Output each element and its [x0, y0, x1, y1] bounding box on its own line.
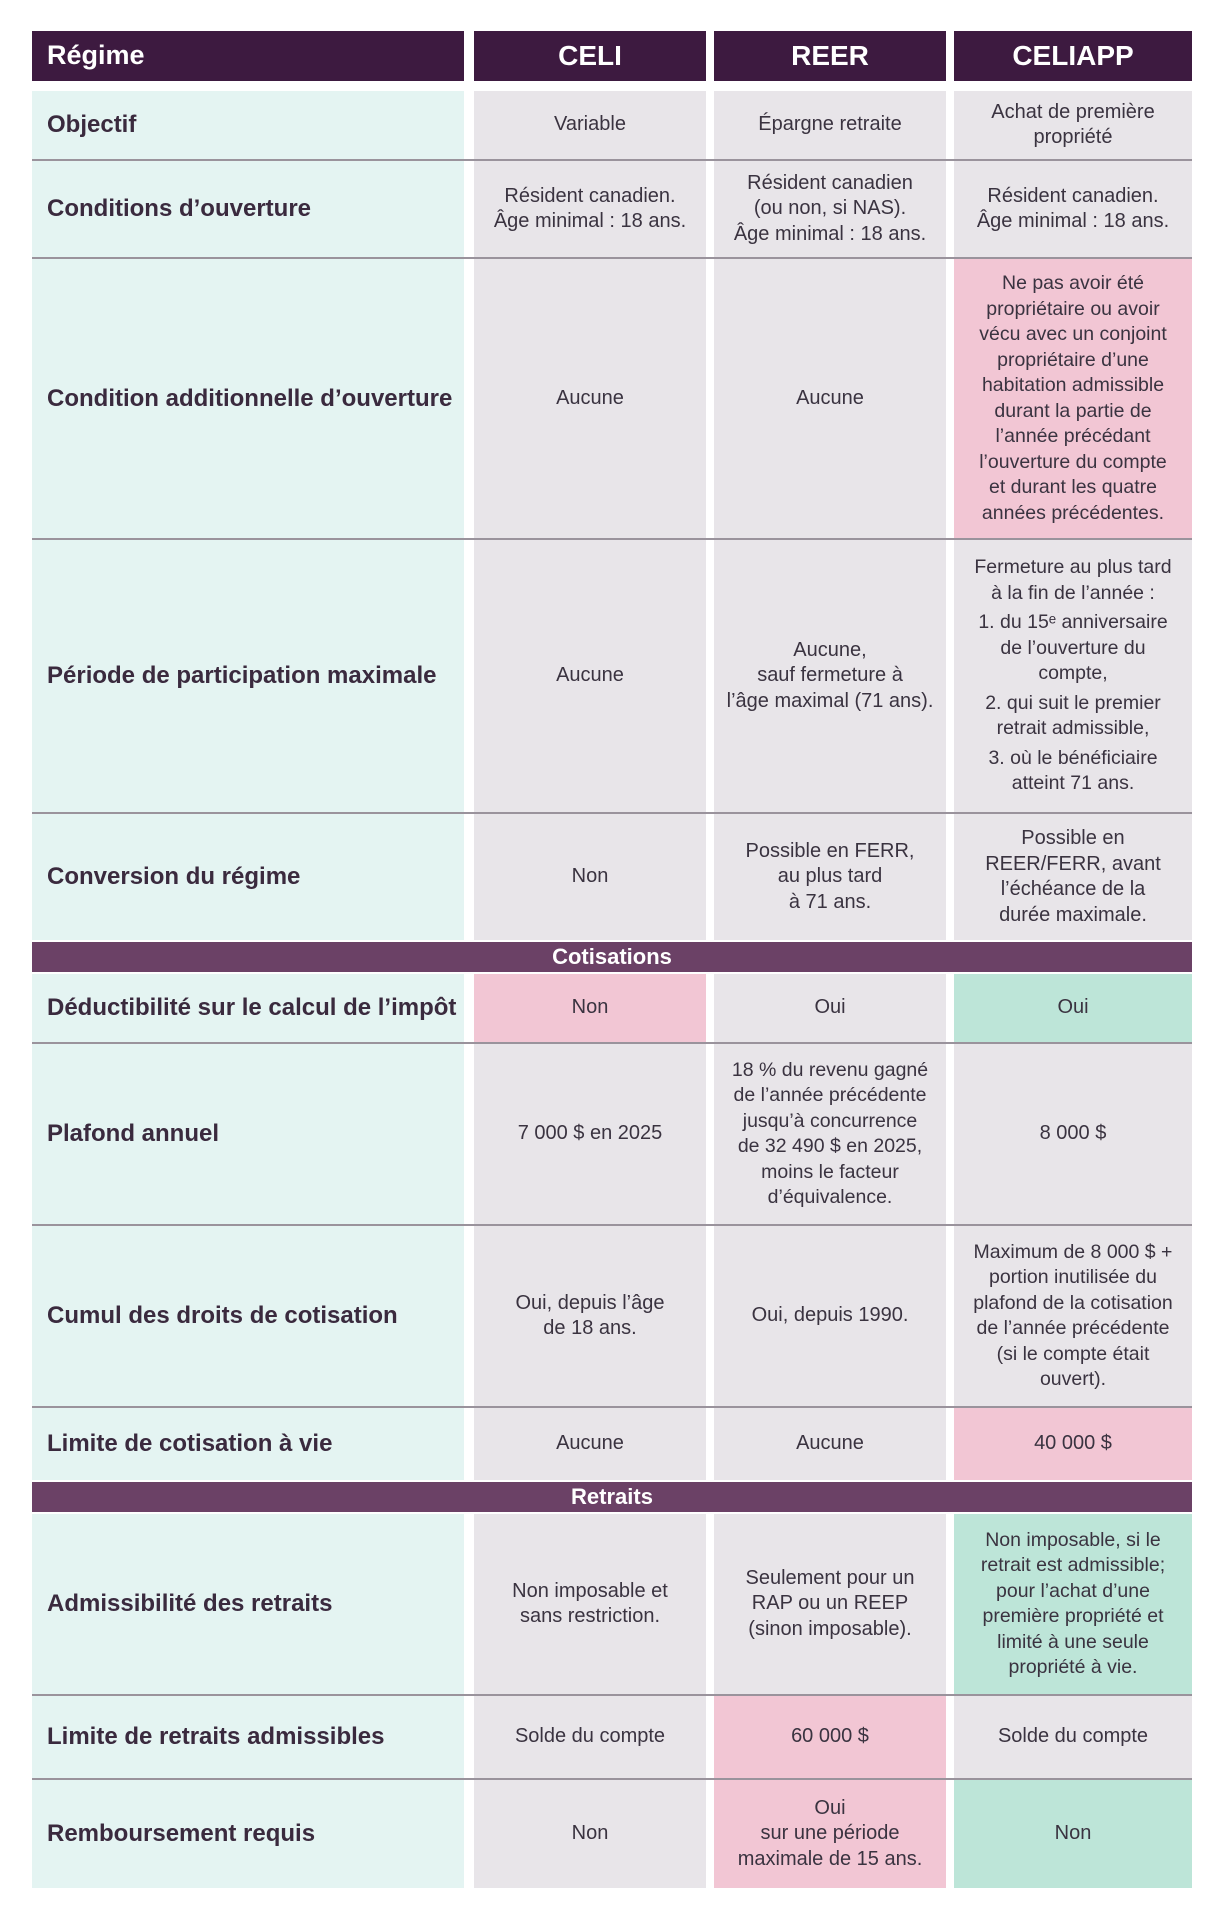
periode-item-3: 3. où le bénéficiaire atteint 71 ans.: [988, 746, 1158, 795]
row-divider: [32, 1778, 1192, 1780]
header-celiapp: CELIAPP: [954, 31, 1192, 81]
row-divider: [32, 159, 1192, 161]
cell-celi-periode-participation: Aucune: [474, 540, 706, 812]
header-regime: Régime: [32, 31, 464, 81]
row-label-condition-additionnelle: Condition additionnelle d’ouverture: [32, 259, 464, 538]
cell-celiapp-plafond-annuel: 8 000 $: [954, 1044, 1192, 1224]
row-divider: [32, 812, 1192, 814]
row-label-limite-cotisation: Limite de cotisation à vie: [32, 1408, 464, 1480]
cell-celiapp-admissibilite-retraits: Non imposable, si le retrait est admissible; pour l’achat d’une première propriété et limité à une seule propriété à vie.: [954, 1514, 1192, 1694]
cell-reer-condition-additionnelle: Aucune: [714, 259, 946, 538]
section-cotisations: Cotisations: [32, 942, 1192, 972]
cell-reer-admissibilite-retraits: Seulement pour un RAP ou un REEP (sinon imposable).: [714, 1514, 946, 1694]
row-divider: [32, 1042, 1192, 1044]
cell-reer-limite-retraits: 60 000 $: [714, 1696, 946, 1778]
row-divider: [32, 257, 1192, 259]
row-label-objectif: Objectif: [32, 91, 464, 159]
cell-reer-conversion: Possible en FERR, au plus tard à 71 ans.: [714, 814, 946, 940]
cell-celi-limite-cotisation: Aucune: [474, 1408, 706, 1480]
header-celi: CELI: [474, 31, 706, 81]
section-retraits: Retraits: [32, 1482, 1192, 1512]
row-label-deductibilite: Déductibilité sur le calcul de l’impôt: [32, 974, 464, 1042]
cell-reer-cumul-droits: Oui, depuis 1990.: [714, 1226, 946, 1406]
cell-reer-objectif: Épargne retraite: [714, 91, 946, 159]
cell-celiapp-conditions: Résident canadien. Âge minimal : 18 ans.: [954, 161, 1192, 257]
row-divider: [32, 1694, 1192, 1696]
cell-reer-plafond-annuel: 18 % du revenu gagné de l’année précédente jusqu’à concurrence de 32 490 $ en 2025, moins le facteur d’équivalence.: [714, 1044, 946, 1224]
cell-celi-conditions: Résident canadien. Âge minimal : 18 ans.: [474, 161, 706, 257]
cell-celiapp-limite-cotisation: 40 000 $: [954, 1408, 1192, 1480]
cell-celiapp-conversion: Possible en REER/FERR, avant l’échéance de la durée maximale.: [954, 814, 1192, 940]
cell-celi-admissibilite-retraits: Non imposable et sans restriction.: [474, 1514, 706, 1694]
row-label-cumul-droits: Cumul des droits de cotisation: [32, 1226, 464, 1406]
row-divider: [32, 538, 1192, 540]
cell-celiapp-cumul-droits: Maximum de 8 000 $ + portion inutilisée du plafond de la cotisation de l’année précédente (si le compte était ouvert).: [954, 1226, 1192, 1406]
cell-celiapp-periode-participation: [954, 540, 1192, 812]
row-label-remboursement: Remboursement requis: [32, 1780, 464, 1888]
row-label-conversion: Conversion du régime: [32, 814, 464, 940]
cell-celiapp-remboursement: Non: [954, 1780, 1192, 1888]
cell-reer-periode-participation: Aucune, sauf fermeture à l’âge maximal (71 ans).: [714, 540, 946, 812]
cell-reer-limite-cotisation: Aucune: [714, 1408, 946, 1480]
cell-celi-cumul-droits: Oui, depuis l’âge de 18 ans.: [474, 1226, 706, 1406]
cell-reer-remboursement: Oui sur une période maximale de 15 ans.: [714, 1780, 946, 1888]
cell-celi-condition-additionnelle: Aucune: [474, 259, 706, 538]
periode-item-1: 1. du 15ᵉ anniversaire de l’ouverture du compte,: [978, 611, 1168, 685]
cell-reer-deductibilite: Oui: [714, 974, 946, 1042]
row-divider: [32, 1406, 1192, 1408]
row-label-admissibilite-retraits: Admissibilité des retraits: [32, 1514, 464, 1694]
cell-celi-plafond-annuel: 7 000 $ en 2025: [474, 1044, 706, 1224]
row-label-limite-retraits: Limite de retraits admissibles: [32, 1696, 464, 1778]
cell-reer-conditions: Résident canadien (ou non, si NAS). Âge minimal : 18 ans.: [714, 161, 946, 257]
cell-celiapp-limite-retraits: Solde du compte: [954, 1696, 1192, 1778]
periode-intro: Fermeture au plus tard à la fin de l’année :: [974, 556, 1172, 604]
cell-celiapp-condition-additionnelle: Ne pas avoir été propriétaire ou avoir vécu avec un conjoint propriétaire d’une habitation admissible durant la partie de l’année précédant l’ouverture du compte et durant les quatre années précédentes.: [954, 259, 1192, 538]
cell-celi-deductibilite: Non: [474, 974, 706, 1042]
row-label-plafond-annuel: Plafond annuel: [32, 1044, 464, 1224]
cell-celi-objectif: Variable: [474, 91, 706, 159]
row-label-periode-participation: Période de participation maximale: [32, 540, 464, 812]
cell-celiapp-deductibilite: Oui: [954, 974, 1192, 1042]
cell-celiapp-objectif: Achat de première propriété: [954, 91, 1192, 159]
periode-item-2: 2. qui suit le premier retrait admissible,: [985, 691, 1161, 740]
header-reer: REER: [714, 31, 946, 81]
row-label-conditions: Conditions d’ouverture: [32, 161, 464, 257]
cell-celi-limite-retraits: Solde du compte: [474, 1696, 706, 1778]
cell-celi-conversion: Non: [474, 814, 706, 940]
row-divider: [32, 1224, 1192, 1226]
cell-celi-remboursement: Non: [474, 1780, 706, 1888]
